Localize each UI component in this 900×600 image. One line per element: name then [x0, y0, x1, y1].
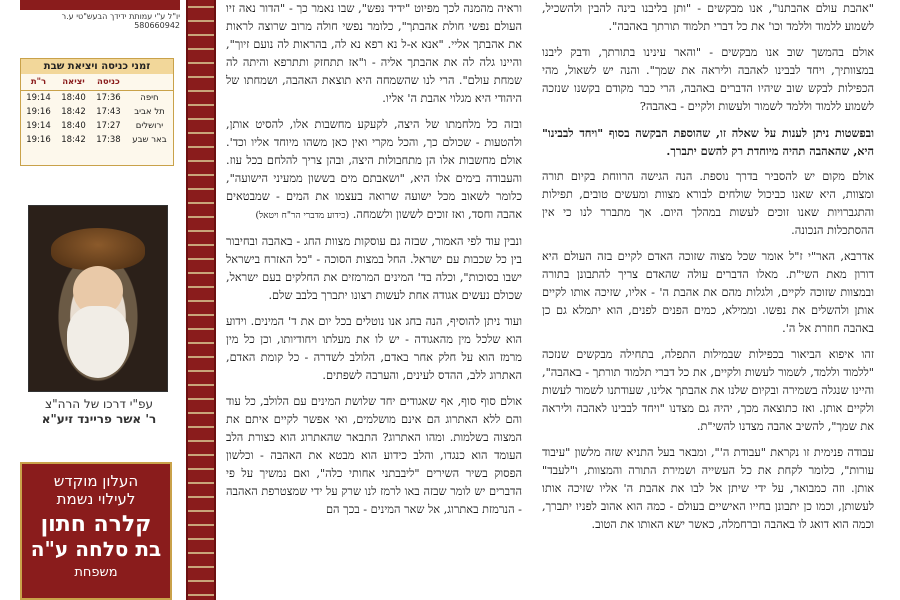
paragraph: ובפשטות ניתן לענות על שאלה זו, שהוספת הבקשה בסוף "ויחד לבבינו" היא, שהאהבה תהיה מיוחדת רק להשם יתברך.	[542, 126, 874, 158]
paragraph: עבודה פנימית זו נקראת "עבודת ה'", ומבאר בעל התניא שזה מלשון "עיבוד עורות", כלומר לקחת את כל העשייה ושמירת התורה והמצוות, ו"לעבד" אותן. וזה כמבואר, על ידי שיתן אל לבו את אהבת ה' אליו שזיכה אותו לעשותן, וכמו כן יתבונן בחייו האישיים בעולם - כמה הוא אהוב לפניו יתברך, וכמה הוא דואג לו באהבה וברחמלה, כאשר ישא האותו את הטוב.	[542, 446, 874, 531]
table-row: באר שבע 17:38 18:42 19:16	[26, 135, 167, 145]
memorial-line-2: לעילוי נשמת	[56, 490, 136, 508]
caption-line-2: ר' אשר פריינד זיע"א	[41, 412, 157, 426]
rabbi-portrait	[28, 205, 168, 392]
paragraph: וראיה מהמנה לכך מפיוט "ידיד נפש", שבו נאמר כך - "הדור נאה זיו העולם נפשי חולת אהבתך", כלומר נפשי חולה מרוב שרוצה לראות את אהבתך אליי. "אנא א-ל נא רפא נא לה, בהראות לה נועם זיוך", והיינו גלה לה את אהבתך אליה - ו"אז תתחזק ותתרפא והיתה לה שמחת עולם". הרי לנו שהשמחה היא תוצאת האהבה, ושמחתו של היהודי היא מגלוי אהבת ה' אליו.	[226, 2, 522, 105]
portrait-caption	[20, 397, 178, 427]
table-row: חיפה 17:36 18:40 19:14	[26, 93, 159, 103]
caption-line-1: עפ"י דרכו של הרה"צ	[44, 397, 153, 411]
paragraph: אולם בהמשך שוב אנו מבקשים - "והאר עינינו בתורתך, ודבק ליבנו במצוותיך, ויחד לבבינו לאהבה וליראה את שמך". והנה יש לשאול, מהי הכפילות לבקש שוב שיהיו הדברים באהבה, הרי כבר מקודם בקשנו שנזכה לשמוע ללמוד וללמד לשמור ולעשות ולקיים - באהבה?	[542, 46, 874, 113]
paragraph: ועוד ניתן להוסיף, הנה בחג אנו נוטלים בכל יום את ד' המינים. וידוע הוא שלכל מין מהאגודה - יש לו את מעלתו ויחודיותו, וכן כל מין מרמז הוא על חלק אחר באדם, הלולב לשדרה - כל קומת האדם, האתרוג ללב, ההדס לעינים, והערבה לשפתים.	[226, 315, 522, 382]
paragraph: זהו איפוא הביאור בכפילות שבמילות התפלה, בתחילה מבקשים שנזכה "ללמוד וללמד, לשמור לעשות ולקיים, את כל דברי תלמוד תורתך - באהבה", והיינו שנגלה בשמירה ובקיום שלנו את אהבתך אלינו, שעודתנו לשמור לעשות ולקיים אותן. ואז כתוצאה מכך, יהיה גם מצדנו "ויחד לבבינו לאהבה וליראה את שמך", להשיב אהבה מצדנו להשי"ת.	[542, 348, 874, 433]
col-rt: ר"ת	[21, 74, 56, 91]
paragraph: ונבין עוד לפי האמור, שבזה גם עוסקות מצוות החג - באהבה ובחיבור בין כל שכבות עם ישראל. החל במצות הסוכה - "כל האזרח בישראל ישבו בסוכות", וכלה בד' המינים המרמזים את החלקים בעם ישראל, שכולם נעשים אגודה אחת לעשות רצונו יתברך בלבב שלם.	[226, 235, 522, 302]
decorative-border	[186, 0, 216, 600]
table-row: תל אביב 17:43 18:42 19:16	[26, 107, 165, 117]
portrait-hat	[51, 228, 145, 270]
col-city	[126, 74, 173, 91]
paragraph: אולם סוף סוף, אף שאגודים יחד שלושת המינים עם הלולב, כל עוד והם ללא האתרוג הם אינם מושלמים, ואי אפשר לקיים איתם את המצוה בשלמות. ומהו האתרוג? התבאר שהאתרוג הוא כצורת הלב העומד הוא כנגדו, והלב כידוע הוא מבטא את האהבה - וכלשון הפסוק בשיר השירים "ליבבתני אחותי כלה", ואם נמשיך על פי הדברים יש לומר שבזה באו לרמז לנו שרק על ידי שמצטרפת האהבה - הנרמזת באתרוג, אל שאר המינים - בכך הם	[226, 395, 522, 516]
memorial-name: קלרה חתון	[40, 512, 152, 537]
memorial-box	[20, 462, 172, 600]
paragraph: אולם מקום יש להסביר בדרך נוספת. הנה הגישה הרווחת בקיום תורה ומצוות, היא שאנו כביכול שולחים לבורא מצוות ומעשים טובים, תפילות והתגברויות שאנו זוכים לעשות במהלך היום. אך מתברר לנו כי אין ההסתכלות הנכונה.	[542, 170, 874, 237]
text-column-left	[226, 0, 522, 600]
paragraph-note: (כידוע מדברי הר"ח ויטאל)	[255, 211, 350, 221]
col-in: כניסה	[91, 74, 126, 91]
table-row: ירושלים 17:27 18:40 19:14	[26, 121, 164, 131]
sidebar	[0, 0, 186, 600]
masthead-bar	[20, 0, 180, 10]
paragraph: אדרבא, האר"י ז"ל אומר שכל מצוה שזוכה האדם לקיים בזה העולם היא דורון מאת השי"ת. מאלו הדברים עולה שהאדם צריך להתבונן בתורה ובמצוות שזוכה לקיים, ולגלות מהם את אהבת ה' - אליו, שזיכה אותו לקיים אותן ולהשלים את נפשו. וממילא, כמים הפנים לפנים, הוא יתמלא גם כן באהבה חוזרת אל ה'.	[542, 250, 874, 335]
memorial-family: משפחת	[74, 565, 118, 580]
shabbat-times-title: זמני כניסה ויציאת שבת	[21, 59, 173, 74]
text-column-right	[542, 0, 874, 600]
paragraph: "אהבת עולם אהבתנו", אנו מבקשים - "ותן בליבנו בינה להבין ולהשכיל, לשמוע ללמוד וללמד וכו' את כל דברי תלמוד תורתך באהבה".	[542, 2, 874, 33]
portrait-beard	[67, 306, 129, 378]
memorial-line-1: העלון מוקדש	[53, 472, 139, 490]
shabbat-times-table	[21, 74, 173, 147]
paragraph: ובזה כל מלחמתו של היצה, לקעקע מחשבות אלו, להסיט אותן, ולהטעות - שכולם כך, והכל מקרי ואין כאן משהו מיוחד אליו וכד'. אולם מחשבות אלו הן מתחבולות היצה, ובהן צריך להלחם בכל עוז. והעבודה בימים אלו היא, "ושאבתם מים בששון ממעיני הישועה", כלומר לשאוב מכל ישועה שרואה בעצמו את המים - שמבטאים אהבה וחסד, ואז זוכים לששון ולשמחה. (כידוע מדברי הר"ח ויטאל)	[226, 118, 522, 221]
memorial-name-2: בת סלחה ע"ה	[30, 537, 162, 561]
shabbat-times-box	[20, 58, 174, 166]
col-out: יציאה	[56, 74, 91, 91]
masthead-subtitle: יו"ל ע"י עמותת ידידך הבעש"טי ע.ר 580660942	[61, 12, 180, 30]
